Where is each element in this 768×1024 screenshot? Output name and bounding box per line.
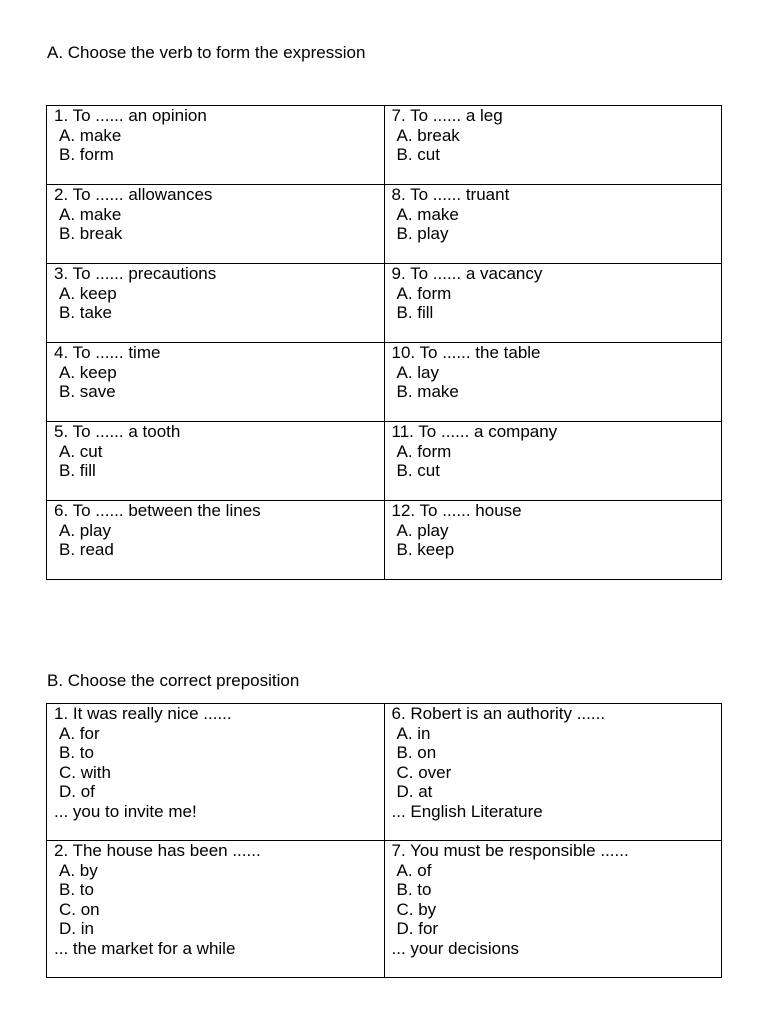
section-b-table [46, 703, 722, 978]
question-cell [47, 343, 385, 422]
answer-option: B. cut [396, 145, 440, 165]
answer-option: A. break [396, 125, 460, 145]
answer-option: C. with [59, 762, 111, 782]
answer-option: A. make [59, 204, 122, 224]
question-cell [47, 264, 385, 343]
question-cell [47, 422, 385, 501]
question-prompt: 4. To ...... time [54, 343, 161, 362]
question-cell [47, 106, 385, 185]
answer-option: B. fill [396, 303, 434, 323]
question-ending: ... the market for a while [54, 938, 236, 958]
question-prompt: 2. The house has been ...... [54, 841, 261, 860]
question-ending: ... you to invite me! [54, 801, 197, 821]
answer-option: A. for [59, 723, 100, 743]
question-cell [384, 343, 722, 422]
question-cell [384, 501, 722, 580]
table-row [47, 264, 722, 343]
question-cell [47, 841, 385, 978]
answer-option: B. read [59, 540, 114, 560]
answer-option: A. keep [59, 283, 117, 303]
answer-option: A. make [396, 204, 459, 224]
question-prompt: 5. To ...... a tooth [54, 422, 181, 441]
answer-option: D. of [59, 782, 95, 802]
question-prompt: 1. It was really nice ...... [54, 704, 232, 723]
question-prompt: 8. To ...... truant [391, 185, 510, 204]
answer-option: D. at [396, 782, 433, 802]
question-cell [384, 264, 722, 343]
answer-option: B. fill [59, 461, 96, 481]
answer-option: B. to [396, 880, 432, 900]
answer-option: D. for [396, 919, 439, 939]
table-row [47, 704, 722, 841]
answer-option: A. lay [396, 362, 440, 382]
question-cell [47, 501, 385, 580]
answer-option: A. in [396, 723, 431, 743]
answer-option: A. form [396, 283, 452, 303]
question-prompt: 3. To ...... precautions [54, 264, 217, 283]
answer-option: B. to [59, 880, 94, 900]
answer-option: A. play [396, 520, 449, 540]
answer-option: B. save [59, 382, 116, 402]
question-prompt: 6. Robert is an authority ...... [391, 704, 606, 723]
answer-option: A. cut [59, 441, 103, 461]
question-prompt: 12. To ...... house [391, 501, 522, 520]
question-prompt: 2. To ...... allowances [54, 185, 213, 204]
answer-option: B. on [396, 743, 437, 763]
table-row [47, 422, 722, 501]
answer-option: B. take [59, 303, 112, 323]
section-a-table [46, 105, 722, 580]
section-a-heading: A. Choose the verb to form the expression [47, 43, 366, 62]
answer-option: B. keep [396, 540, 455, 560]
answer-option: C. on [59, 899, 100, 919]
table-row [47, 841, 722, 978]
question-prompt: 9. To ...... a vacancy [391, 264, 543, 283]
question-prompt: 6. To ...... between the lines [54, 501, 261, 520]
answer-option: B. to [59, 743, 94, 763]
table-row [47, 106, 722, 185]
question-cell [384, 704, 722, 841]
answer-option: C. over [396, 762, 452, 782]
question-cell [384, 185, 722, 264]
answer-option: A. of [396, 860, 432, 880]
question-cell [47, 704, 385, 841]
answer-option: B. cut [396, 461, 440, 481]
answer-option: B. break [59, 224, 123, 244]
question-cell [384, 422, 722, 501]
question-prompt: 11. To ...... a company [391, 422, 558, 441]
answer-option: A. make [59, 125, 122, 145]
answer-option: C. by [396, 899, 437, 919]
question-cell [384, 106, 722, 185]
answer-option: A. keep [59, 362, 117, 382]
answer-option: B. make [396, 382, 459, 402]
answer-option: D. in [59, 919, 94, 939]
question-prompt: 7. To ...... a leg [391, 106, 503, 125]
section-b-heading: B. Choose the correct preposition [47, 671, 300, 690]
question-prompt: 7. You must be responsible ...... [391, 841, 629, 860]
answer-option: B. play [396, 224, 449, 244]
table-row [47, 185, 722, 264]
question-cell [384, 841, 722, 978]
table-row [47, 501, 722, 580]
question-prompt: 10. To ...... the table [391, 343, 541, 362]
answer-option: B. form [59, 145, 114, 165]
table-row [47, 343, 722, 422]
answer-option: A. form [396, 441, 452, 461]
answer-option: A. by [59, 860, 98, 880]
answer-option: A. play [59, 520, 111, 540]
question-ending: ... your decisions [391, 938, 520, 958]
question-prompt: 1. To ...... an opinion [54, 106, 207, 125]
question-ending: ... English Literature [391, 801, 543, 821]
question-cell [47, 185, 385, 264]
